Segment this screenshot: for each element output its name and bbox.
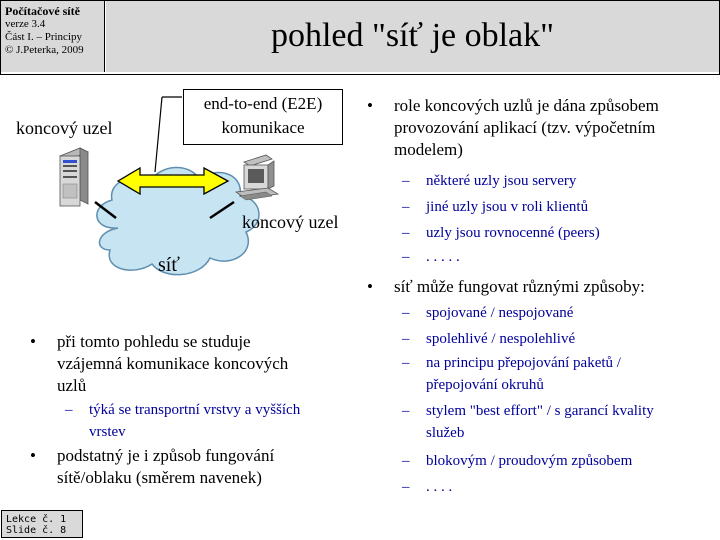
dash-icon: – [402, 305, 410, 321]
sub-item-text: spolehlivé / nespolehlivé [426, 331, 576, 347]
dash-icon: – [402, 331, 410, 347]
course-name: Počítačové sítě [5, 4, 80, 18]
sub-item-text: uzly jsou rovnocenné (peers) [426, 225, 600, 241]
sub-item-text: . . . . . [426, 249, 460, 265]
cloud-label: síť [158, 254, 180, 276]
list-item-line: při tomto pohledu se studuje [57, 332, 251, 351]
list-item-line: provozování aplikací (tzv. výpočetním [394, 118, 656, 137]
e2e-callout [183, 89, 343, 145]
list-item [30, 331, 350, 397]
slide-number: Slide č. 8 [6, 525, 67, 536]
list-item-line: podstatný je i způsob fungování [57, 446, 275, 465]
server-icon [60, 148, 88, 206]
list-item-line: vzájemná komunikace koncových [57, 354, 289, 373]
bullet-icon: • [367, 277, 373, 296]
dash-icon: – [402, 249, 410, 265]
dash-icon: – [402, 199, 410, 215]
sub-item-line: služeb [426, 425, 465, 441]
list-item [367, 95, 717, 161]
page-title: pohled "síť je oblak" [270, 17, 555, 54]
e2e-line-1: end-to-end (E2E) [203, 94, 323, 113]
e2e-line-2: komunikace [221, 118, 305, 137]
sub-item-text: blokovým / proudovým způsobem [426, 453, 633, 469]
sub-item-text: spojované / nespojované [426, 305, 574, 321]
dash-icon: – [402, 479, 410, 495]
list-item-line: uzlů [57, 376, 87, 395]
node-left-label: koncový uzel [16, 118, 113, 138]
node-right-label: koncový uzel [242, 212, 339, 232]
sub-item-line: na principu přepojování paketů / [426, 355, 621, 371]
bullet-icon: • [30, 332, 36, 351]
dash-icon: – [402, 173, 410, 189]
course-part: Část I. – Principy [5, 31, 82, 43]
sub-item-line: stylem "best effort" / s garancí kvality [426, 403, 654, 419]
dash-icon: – [65, 402, 73, 418]
sub-item-text: některé uzly jsou servery [426, 173, 577, 189]
sub-list-item [65, 399, 355, 443]
workstation-icon [236, 155, 278, 200]
sub-item-line: vrstev [89, 424, 126, 440]
dash-icon: – [402, 403, 410, 419]
list-item [30, 445, 350, 489]
sub-item-text [426, 400, 654, 444]
slide-footer [1, 510, 83, 538]
course-author: © J.Peterka, 2009 [5, 44, 84, 56]
header-info-panel [1, 1, 105, 72]
bullet-icon: • [367, 96, 373, 115]
list-item-line: role koncových uzlů je dána způsobem [394, 96, 659, 115]
course-version: verze 3.4 [5, 18, 46, 30]
list-item-line: sítě/oblaku (směrem navenek) [57, 468, 262, 487]
lesson-number: Lekce č. 1 [6, 514, 67, 525]
dash-icon: – [402, 355, 410, 371]
sub-item-text: jiné uzly jsou v roli klientů [426, 199, 589, 215]
callout-line-down [155, 97, 162, 172]
list-item-line: síť může fungovat různými způsoby: [394, 277, 645, 296]
list-item-line: modelem) [394, 140, 463, 159]
sub-item-line: týká se transportní vrstvy a vyšších [89, 402, 301, 418]
sub-item-line: přepojování okruhů [426, 377, 544, 393]
bullet-icon: • [30, 446, 36, 465]
dash-icon: – [402, 453, 410, 469]
dash-icon: – [402, 225, 410, 241]
sub-item-text [426, 352, 621, 396]
sub-item-text: . . . . [426, 479, 453, 495]
